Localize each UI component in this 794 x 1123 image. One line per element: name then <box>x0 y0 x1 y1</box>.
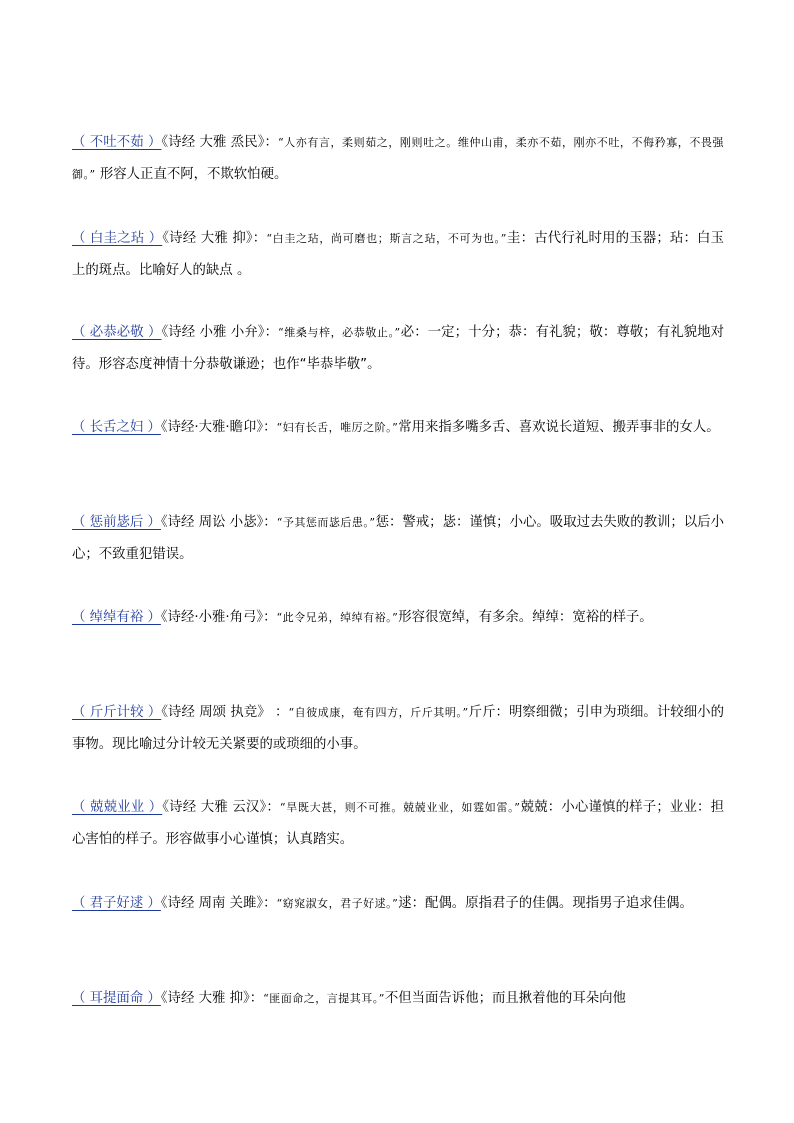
quote-text: “此令兄弟，绰绰有裕。” <box>276 611 399 624</box>
entry-bi-gong-bi-jing <box>72 317 724 381</box>
entry-chuo-chuo-you-yu <box>72 602 724 634</box>
source-citation: 《诗经 小雅 小弁》： <box>161 325 279 340</box>
idiom-link[interactable]: （ 长舌之妇 ） <box>72 420 161 435</box>
source-citation: 《诗经 大雅 抑》： <box>160 991 264 1006</box>
quote-text: “匪面命之，言提其耳。” <box>263 992 385 1005</box>
source-citation: 《诗经 大雅 云汉》： <box>162 800 280 815</box>
source-citation: 《诗经·小雅·角弓》： <box>160 610 277 625</box>
entry-bu-tu-bu-ru <box>72 127 724 191</box>
quote-text: “白圭之玷，尚可磨也；斯言之玷，不可为也。” <box>266 232 507 245</box>
quote-text: “自彼成康，奄有四方，斤斤其明。” <box>288 706 469 719</box>
idiom-link[interactable]: （ 不吐不茹 ） <box>72 135 162 150</box>
definition-text: 不但当面告诉他；而且揪着他的耳朵向他 <box>384 991 626 1006</box>
idiom-link[interactable]: （ 必恭必敬 ） <box>72 325 162 340</box>
idiom-link[interactable]: （ 绰绰有裕 ） <box>72 610 161 625</box>
idiom-link[interactable]: （ 兢兢业业 ） <box>72 800 163 815</box>
idiom-link[interactable]: （ 君子好逑 ） <box>72 896 161 911</box>
quote-text: “维桑与梓，必恭敬止。” <box>278 326 401 339</box>
entry-jing-jing-ye-ye <box>72 792 724 856</box>
entry-jin-jin-ji-jiao <box>72 697 724 761</box>
definition-text: 圭：古代行礼时用的玉器；玷：白玉上的斑点。比喻好人的缺点 。 <box>72 231 725 278</box>
definition-text: 形容很宽绰，有多余。绰绰：宽裕的样子。 <box>398 610 653 625</box>
entry-jun-zi-hao-qiu <box>72 888 724 920</box>
source-citation: 《诗经·大雅·瞻卬》： <box>160 420 277 435</box>
quote-text: “予其惩而毖后患。” <box>276 516 376 529</box>
source-citation: 《诗经 周颂 执竞》 ： <box>161 705 289 720</box>
definition-text: 逑：配偶。原指君子的佳偶。现指男子追求佳偶。 <box>398 896 693 911</box>
source-citation: 《诗经 大雅 抑》： <box>162 231 267 246</box>
idiom-link[interactable]: （ 耳提面命 ） <box>72 991 161 1006</box>
idiom-link[interactable]: （ 白圭之玷 ） <box>72 231 163 246</box>
quote-text: “妇有长舌，唯厉之阶。” <box>276 421 399 434</box>
entry-er-ti-mian-ming <box>72 983 724 1015</box>
definition-text: 必：一定；十分；恭：有礼貌；敬：尊敬；有礼貌地对待。形容态度神情十分恭敬谦逊；也作“毕恭毕敬”。 <box>72 325 725 372</box>
definition-text: 形容人正直不阿，不欺软怕硬。 <box>95 167 288 182</box>
quote-text: “人亦有言，柔则茹之，刚则吐之。维仲山甫，柔亦不茹，刚亦不吐，不侮矜寡，不畏强御。” <box>72 136 725 181</box>
idiom-link[interactable]: （ 惩前毖后 ） <box>72 515 161 530</box>
source-citation: 《诗经 周南 关雎》： <box>160 896 277 911</box>
source-citation: 《诗经 大雅 烝民》： <box>161 135 278 150</box>
definition-text: 兢兢：小心谨慎的样子；业业：担心害怕的样子。形容做事小心谨慎；认真踏实。 <box>72 800 724 847</box>
definition-text: 斤斤：明察细微；引申为琐细。计较细小的事物。现比喻过分计较无关紧要的或琐细的小事。 <box>72 705 725 752</box>
quote-text: “窈窕淑女，君子好逑。” <box>276 897 399 910</box>
entry-bai-gui-zhi-dian <box>72 223 724 287</box>
entry-chang-she-zhi-fu <box>72 412 724 444</box>
definition-text: 惩：警戒；毖：谨慎；小心。吸取过去失败的教训；以后小心；不致重犯错误。 <box>72 515 725 562</box>
idiom-link[interactable]: （ 斤斤计较 ） <box>72 705 162 720</box>
entry-cheng-qian-bi-hou <box>72 507 724 571</box>
quote-text: “旱既大甚，则不可推。兢兢业业，如霆如雷。” <box>279 801 521 814</box>
source-citation: 《诗经 周讼 小毖》： <box>160 515 277 530</box>
definition-text: 常用来指多嘴多舌、喜欢说长道短、搬弄事非的女人。 <box>398 420 720 435</box>
